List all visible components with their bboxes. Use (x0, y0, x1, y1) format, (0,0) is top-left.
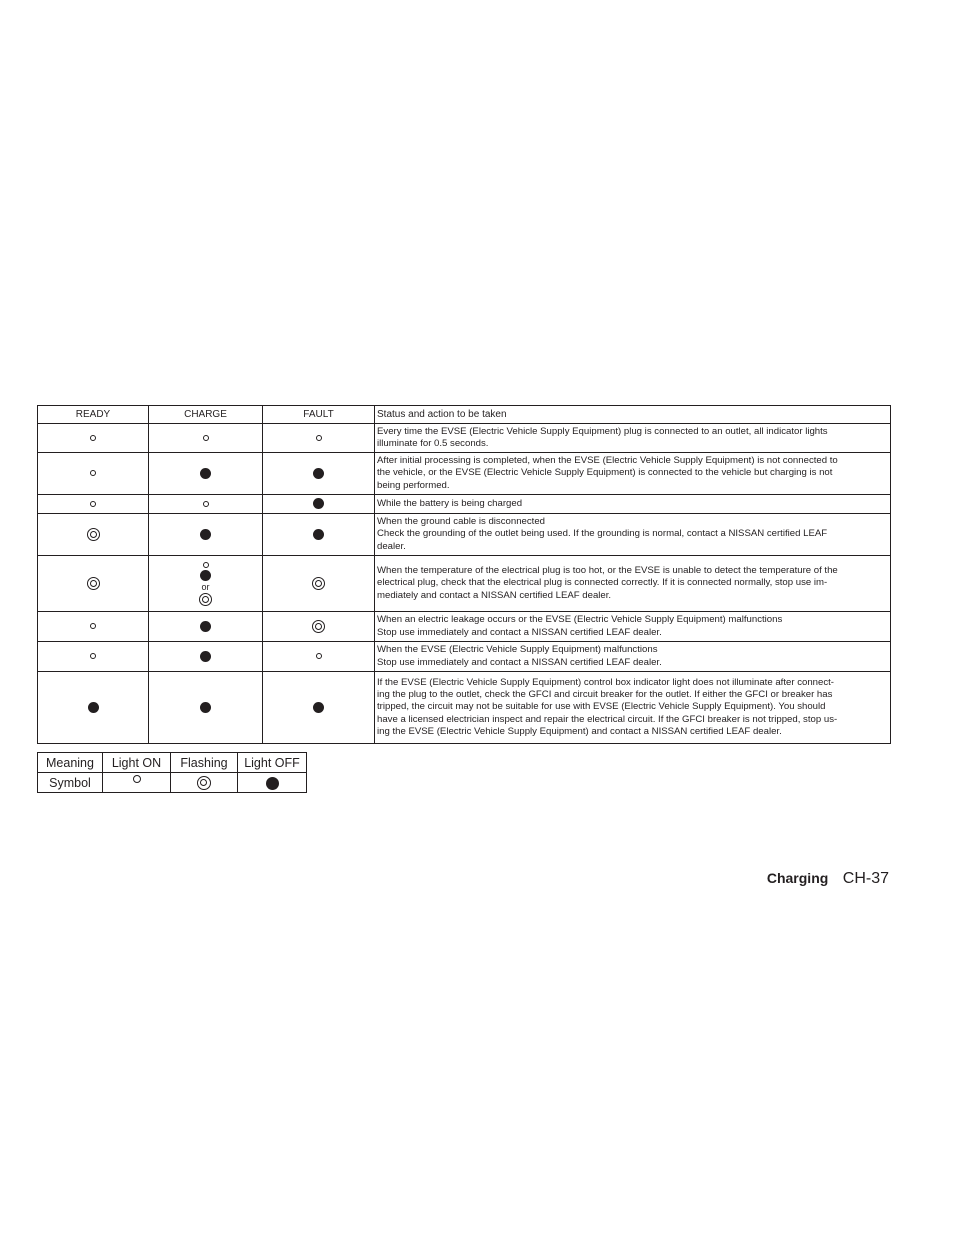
fault-indicator (263, 642, 375, 672)
fault-indicator (263, 612, 375, 642)
ready-indicator (38, 672, 149, 744)
table-body (38, 424, 891, 744)
fault-indicator (263, 424, 375, 453)
description-line: After initial processing is completed, when the EVSE (Electric Vehicle Supply Equipment) is not connected to (377, 455, 838, 467)
legend-symbol-label: Symbol (38, 773, 103, 793)
ready-indicator (38, 556, 149, 612)
description-line: ing the plug to the outlet, check the GFCI and circuit breaker for the outlet. If either the GFCI or breaker has (377, 689, 833, 701)
description-line: If the EVSE (Electric Vehicle Supply Equipment) control box indicator light does not illuminate after connect- (377, 676, 835, 688)
ready-indicator (38, 495, 149, 514)
light-off-icon (313, 529, 324, 540)
or-label: or (201, 581, 210, 592)
legend-light-off-label: Light OFF (238, 753, 307, 773)
light-on-icon (90, 501, 96, 507)
description-line: While the battery is being charged (377, 497, 523, 509)
legend-symbol-row (38, 773, 307, 793)
fault-indicator (263, 453, 375, 495)
status-description (375, 514, 891, 556)
header-ready: READY (38, 406, 149, 424)
light-off-icon (200, 651, 211, 662)
flashing-icon (197, 776, 211, 790)
description-line: Stop use immediately and contact a NISSAN certified LEAF dealer. (377, 626, 662, 638)
legend-light-on-label: Light ON (103, 753, 171, 773)
charge-indicator (149, 672, 263, 744)
flashing-icon (87, 528, 100, 541)
footer-page-number: CH-37 (842, 870, 889, 887)
light-on-icon (90, 435, 96, 441)
charge-indicator (149, 612, 263, 642)
fault-indicator (263, 556, 375, 612)
light-on-icon (203, 435, 209, 441)
fault-indicator (263, 495, 375, 514)
legend-flashing-label: Flashing (171, 753, 238, 773)
ready-indicator (38, 514, 149, 556)
light-off-icon (313, 468, 324, 479)
description-line: being performed. (377, 479, 450, 491)
status-description (375, 612, 891, 642)
light-off-icon (88, 702, 99, 713)
status-description (375, 672, 891, 744)
fault-indicator (263, 514, 375, 556)
charge-indicator (149, 424, 263, 453)
description-line: When the temperature of the electrical plug is too hot, or the EVSE is unable to detect the temperature of the (377, 565, 838, 577)
description-line: the vehicle, or the EVSE (Electric Vehicle Supply Equipment) is connected to the vehicle but charging is not (377, 467, 833, 479)
description-line: Check the grounding of the outlet being used. If the grounding is normal, contact a NISSAN certified LEAF (377, 528, 828, 540)
flashing-icon (312, 620, 325, 633)
legend-meaning-label: Meaning (38, 753, 103, 773)
description-line: mediately and contact a NISSAN certified LEAF dealer. (377, 589, 612, 601)
description-line: dealer. (377, 540, 406, 552)
charge-indicator (149, 514, 263, 556)
description-line: When the EVSE (Electric Vehicle Supply Equipment) malfunctions (377, 644, 658, 656)
light-off-icon (313, 498, 324, 509)
light-off-icon (200, 621, 211, 632)
charge-indicator (149, 556, 263, 612)
header-charge: CHARGE (149, 406, 263, 424)
light-off-icon (200, 468, 211, 479)
light-on-icon (203, 501, 209, 507)
table-row (38, 453, 891, 495)
description-line: ing the EVSE (Electric Vehicle Supply Equipment) and contact a NISSAN certified LEAF dealer. (377, 725, 782, 737)
legend-meaning-row (38, 753, 307, 773)
charge-indicator (149, 642, 263, 672)
table-row (38, 495, 891, 514)
light-on-icon (133, 775, 141, 783)
status-description (375, 642, 891, 672)
light-on-icon (316, 435, 322, 441)
table-header-row (38, 406, 891, 424)
footer-section-title: Charging (766, 870, 829, 886)
ready-indicator (38, 612, 149, 642)
light-on-icon (316, 653, 322, 659)
status-description (375, 453, 891, 495)
description-line: When the ground cable is disconnected (377, 516, 545, 528)
symbol-legend-table (37, 752, 307, 793)
ready-indicator (38, 453, 149, 495)
light-on-icon (90, 653, 96, 659)
description-line: When an electric leakage occurs or the EVSE (Electric Vehicle Supply Equipment) malfunctions (377, 614, 783, 626)
ready-indicator (38, 642, 149, 672)
light-on-icon (90, 623, 96, 629)
description-line: electrical plug, check that the electrical plug is connected correctly. If it is connected normally, stop use im- (377, 577, 828, 589)
status-description (375, 424, 891, 453)
description-line: tripped, the circuit may not be suitable for use with EVSE (Electric Vehicle Supply Equipment). You should (377, 701, 826, 713)
table-row (38, 672, 891, 744)
light-on-icon (90, 470, 96, 476)
fault-indicator (263, 672, 375, 744)
light-off-icon (313, 702, 324, 713)
page-footer (767, 870, 889, 888)
header-status: Status and action to be taken (375, 406, 891, 424)
ready-indicator (38, 424, 149, 453)
light-off-icon (200, 702, 211, 713)
light-off-icon (266, 777, 279, 790)
status-description (375, 495, 891, 514)
table-row (38, 642, 891, 672)
description-line: illuminate for 0.5 seconds. (377, 438, 489, 449)
charge-indicator (149, 495, 263, 514)
table-row (38, 424, 891, 453)
flashing-icon (199, 593, 212, 606)
header-fault: FAULT (263, 406, 375, 424)
description-line: have a licensed electrician inspect and repair the electrical circuit. If the GFCI breaker is not tripped, stop us- (377, 713, 838, 725)
light-off-icon (200, 529, 211, 540)
flashing-icon (87, 577, 100, 590)
status-description (375, 556, 891, 612)
charge-indicator (149, 453, 263, 495)
table-row (38, 556, 891, 612)
description-line: Every time the EVSE (Electric Vehicle Supply Equipment) plug is connected to an outlet, all indicator lights (377, 425, 828, 437)
flashing-icon (312, 577, 325, 590)
description-line: Stop use immediately and contact a NISSAN certified LEAF dealer. (377, 656, 662, 668)
table-row (38, 514, 891, 556)
light-on-icon (203, 562, 209, 568)
indicator-status-table (37, 405, 891, 744)
table-row (38, 612, 891, 642)
light-off-icon (200, 570, 211, 581)
